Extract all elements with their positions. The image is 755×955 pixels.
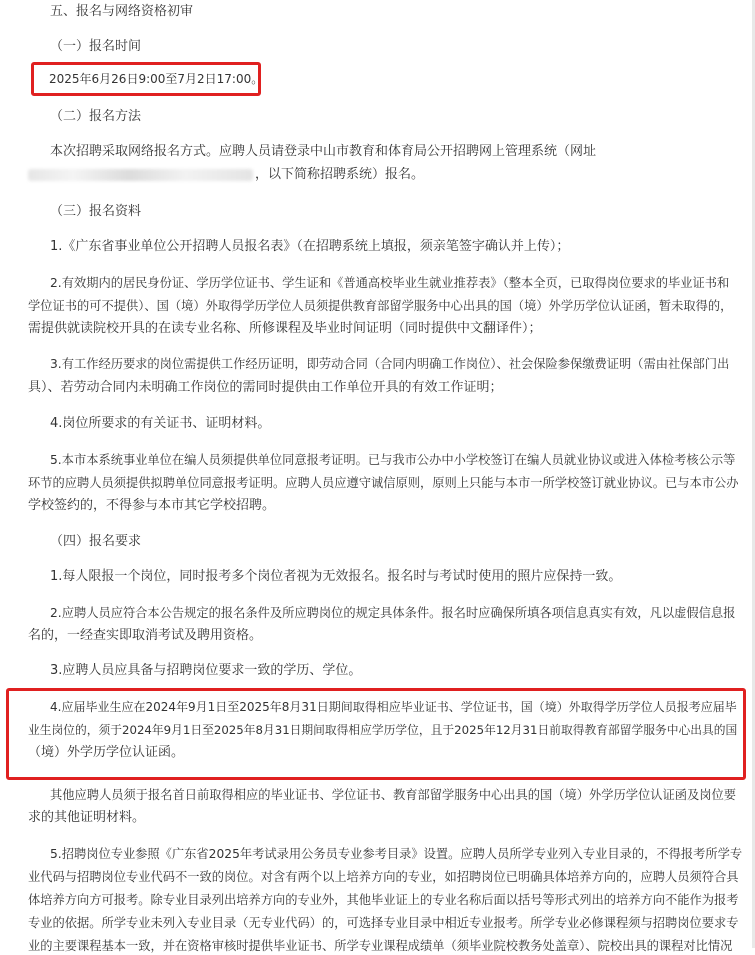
- materials-item-5-line: 学校签约的，不得参与本市其它学校招聘。: [28, 498, 276, 513]
- materials-item-3-line: 3.有工作经历要求的岗位需提供工作经历证明，即劳动合同（合同内明确工作岗位）、社会保险参保缴费证明（需由社保部门出: [50, 357, 730, 371]
- requirements-item-4-line: 业生岗位的，须于2024年9月1日至2025年8月31日期间取得相应学历学位，且于2025年12月31日前取得教育部留学服务中心出具的国: [28, 723, 738, 737]
- redacted-url: [28, 169, 253, 181]
- requirements-other-line: 其他应聘人员须于报名首日前取得相应的毕业证书、学位证书、教育部留学服务中心出具的国（境）外学历学位认证函及岗位要: [50, 788, 736, 802]
- requirements-item-4-line: （境）外学历学位认证函。: [28, 745, 185, 760]
- requirements-item-3: 3.应聘人员应具备与招聘岗位要求一致的学历、学位。: [50, 663, 362, 678]
- requirements-item-5-line: 5.招聘岗位专业参照《广东省2025年考试录用公务员专业参考目录》设置。应聘人员所学专业列入专业目录的，不得报考所学专: [50, 847, 743, 861]
- materials-item-5-line: 环节的应聘人员须提供拟聘单位同意报考证明。应聘人员应遵守诚信原则，原则上只能与本市一所学校签订就业协议。已与本市公办: [28, 476, 739, 490]
- requirements-other-line: 求的其他证明材料。: [28, 810, 146, 825]
- subsection-registration-method: （二）报名方法: [50, 109, 142, 124]
- requirements-item-5-line: 体培养方向方可报考。除专业目录列出培养方向的专业外，其他毕业证上的专业名称后面以括号等形式列出的培养方向不能作为报考: [28, 893, 739, 907]
- materials-item-1: 1.《广东省事业单位公开招聘人员报名表》（在招聘系统上填报，须亲笔签字确认并上传）；: [50, 239, 570, 254]
- materials-item-3-line: 具）、若劳动合同内未明确工作岗位的需同时提供由工作单位开具的有效工作证明；: [28, 380, 503, 395]
- method-line-2-text: ，以下简称招聘系统）报名。: [255, 167, 425, 182]
- requirements-item-2-line: 2.应聘人员应符合本公告规定的报名条件及所应聘岗位的规定具体条件。报名时应确保所填各项信息真实有效，凡以虚假信息报: [50, 606, 736, 620]
- materials-item-2-line: 2.有效期内的居民身份证、学历学位证书、学生证和《普通高校毕业生就业推荐表》（整本全页，已取得岗位要求的毕业证书和: [50, 276, 730, 290]
- materials-item-4: 4.岗位所要求的有关证书、证明材料。: [50, 416, 271, 431]
- method-line-2: [28, 166, 424, 184]
- highlight-box-time: [31, 62, 264, 96]
- requirements-item-5-line: 业的主要课程基本一致，并在资格审核时提供毕业证书、所学专业课程成绩单（须毕业院校教务处盖章）、院校出具的课程对比情况: [28, 939, 733, 953]
- highlight-box-graduates: [6, 688, 746, 780]
- subsection-registration-time: （一）报名时间: [50, 39, 142, 54]
- materials-item-2-line: 需提供就读院校开具的在读专业名称、所修课程及毕业时间证明（同时提供中文翻译件）；: [28, 321, 542, 336]
- section-title: 五、报名与网络资格初审: [50, 4, 194, 19]
- method-line-1: 本次招聘采取网络报名方式。应聘人员请登录中山市教育和体育局公开招聘网上管理系统（网址: [50, 144, 597, 159]
- registration-time-text: 2025年6月26日9:00至7月2日17:00。: [49, 72, 264, 86]
- materials-item-5-line: 5.本市本系统事业单位在编人员须提供单位同意报考证明。已与我市公办中小学校签订在编人员就业协议或进入体检考核公示等: [50, 453, 736, 467]
- requirements-item-4-line: 4.应届毕业生应在2024年9月1日至2025年8月31日期间取得相应毕业证书、学位证书，国（境）外取得学历学位人员报考应届毕: [50, 700, 737, 714]
- requirements-item-5-line: 专业的依据。所学专业未列入专业目录（无专业代码）的，可选择专业目录中相近专业报考。所学专业必修课程须与招聘岗位要求专: [28, 916, 739, 930]
- requirements-item-1: 1.每人限报一个岗位，同时报考多个岗位者视为无效报名。报名时与考试时使用的照片应保持一致。: [50, 569, 622, 584]
- requirements-item-5-line: 业代码与招聘岗位专业代码不一致的岗位。对含有两个以上培养方向的专业，如招聘岗位已明确具体培养方向的，应聘人员须符合具: [28, 870, 739, 884]
- subsection-registration-requirements: （四）报名要求: [50, 534, 142, 549]
- requirements-item-2-line: 名的，一经查实即取消考试及聘用资格。: [28, 628, 263, 643]
- subsection-registration-materials: （三）报名资料: [50, 204, 142, 219]
- materials-item-2-line: 学位证书的可不提供）、国（境）外取得学历学位人员须提供教育部留学服务中心出具的国（境）外学历学位认证函，暂未取得的，: [28, 299, 733, 313]
